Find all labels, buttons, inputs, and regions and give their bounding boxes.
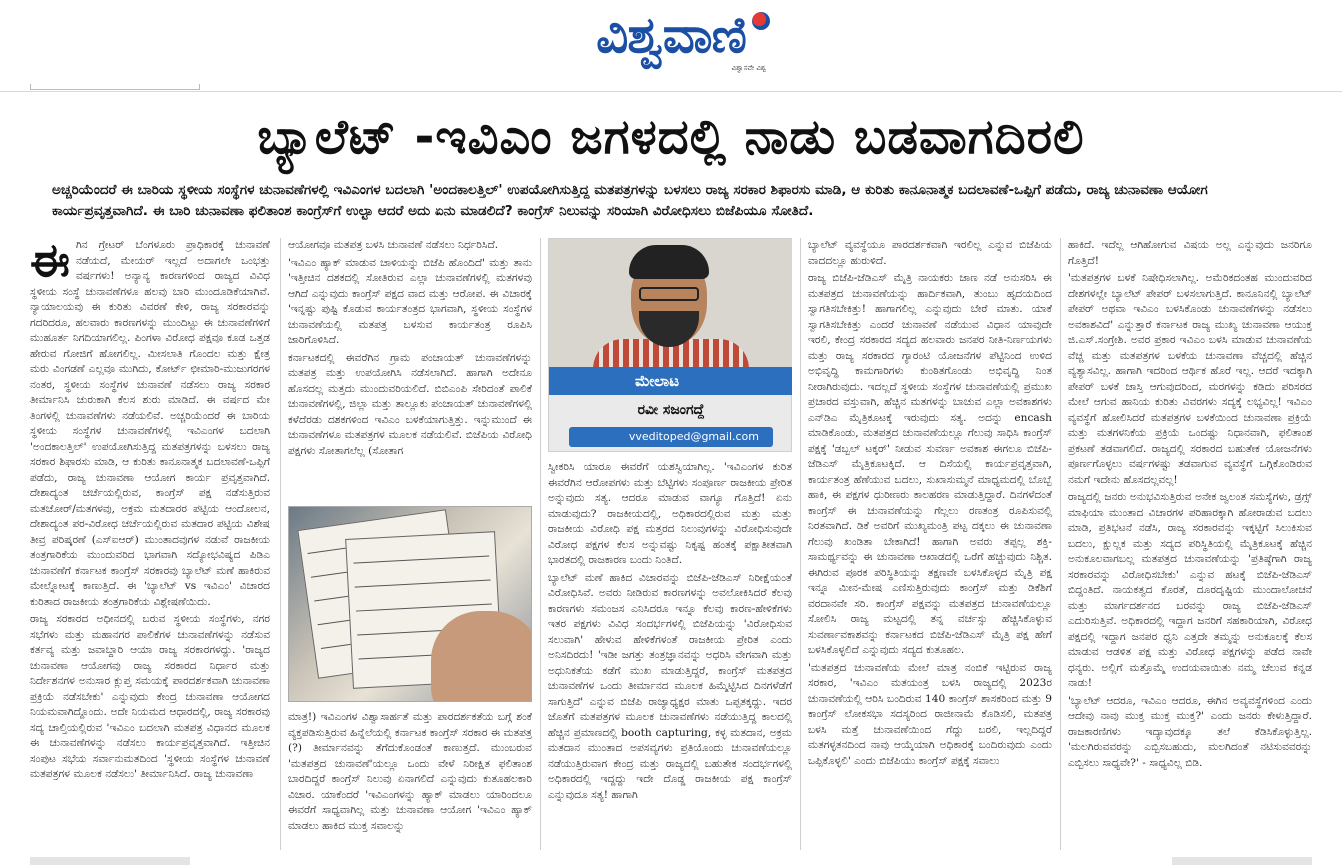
author-email-link[interactable]: vveditoped@gmail.com bbox=[569, 427, 773, 447]
article-paragraph bbox=[30, 238, 270, 610]
masthead bbox=[0, 0, 1342, 92]
article-paragraph: 'ಇವಿಎಂ ಹ್ಯಾಕ್ ಮಾಡುವ ಚಾಳಿಯನ್ನು ಬಿಜೆಪಿ ಹೊಂದಿದೆ' ಮತ್ತು ತಾನು 'ಇತ್ತೀಚಿನ ದಶಕದಲ್ಲಿ ಸೋತಿರುವ ಎಲ್ಲಾ ಚುನಾವಣೆಗಳಲ್ಲಿ ಮತಗಳವು ಆಗಿದೆ ಎನ್ನುವುದು ಕಾಂಗ್ರೆಸ್ ಪಕ್ಷದ ವಾದ ಮತ್ತು ಆರೋಪ. ಈ ವಿಚಾರಕ್ಕೆ 'ಇನ್ನಷ್ಟು ಪುಷ್ಟಿ ಕೊಡುವ ಕಾರ್ಯತಂತ್ರದ ಭಾಗವಾಗಿ, ಸ್ಥಳೀಯ ಸಂಸ್ಥೆಗಳ ಚುನಾವಣೆಯಲ್ಲಿ ಮತಪತ್ರ ಬಳಸುವ ಕಾರ್ಯತಂತ್ರ ರೂಪಿಸಿ ಜಾರಿಗೊಳಿಸಿದೆ. bbox=[288, 256, 532, 346]
article-paragraph: ರಾಜ್ಯದಲ್ಲಿ ಜನರು ಅನುಭವಿಸುತ್ತಿರುವ ಅನೇಕ ಜ್ವಲಂತ ಸಮಸ್ಯೆಗಳು, ಡ್ರಗ್ಸ್ ಮಾಫಿಯಾ ಮುಂತಾದ ವಿಚಾರಗಳ ಪರಿಹಾರಕ್ಕಾಗಿ ಹೋರಾಡುವ ಬದಲು ಮಾಡಿ, ಪ್ರತಿಭಟನೆ ನಡೆಸಿ, ರಾಜ್ಯ ಸರಕಾರವನ್ನು ಇಕ್ಕಟ್ಟಿಗೆ ಸಿಲುಕಿಸುವ ಬದಲು, ಕ್ಷುಲ್ಲಕ ಮತ್ತು ಸದ್ಯದ ಪರಿಸ್ಥಿತಿಯಲ್ಲಿ ಮೈತ್ರಿಕೂಟಕ್ಕೆ ಹೆಚ್ಚಿನ ಅನುಕೂಲವಾಗಬಲ್ಲ ಮತಪತ್ರದ ಚುನಾವಣೆಯನ್ನು 'ಪ್ರತಿಷ್ಠೆಗಾಗಿ ರಾಜ್ಯ ಸರಕಾರವನ್ನು ವಿರೋಧಿಸಬೇಕು' ಎನ್ನುವ ಹಟಕ್ಕೆ ಬಿಜೆಪಿ-ಜೆಡಿಎಸ್ ಬಿದ್ದಂತಿದೆ. ನಾಯಕತ್ವದ ಕೊರತೆ, ದೂರದೃಷ್ಟಿಯ ಮುಂದಾಲೋಚನೆ ಮತ್ತು ಮಾರ್ಗದರ್ಶನದ ಬರವನ್ನು ರಾಜ್ಯ ಬಿಜೆಪಿ-ಜೆಡಿಎಸ್ ಎದುರಿಸುತ್ತಿವೆ. ಅಧಿಕಾರದಲ್ಲಿ ಇದ್ದಾಗ ಜನರಿಗೆ ಸಹಕಾರಿಯಾಗಿ, ವಿರೋಧ ಪಕ್ಷದಲ್ಲಿ ಇದ್ದಾಗ ಜನಪರ ಧ್ವನಿ ಎತ್ತದೇ ತಮ್ಮನ್ನು ಅನುಕೂಲಕ್ಕೆ ಕೆಲಸ ಮಾಡುವ ಆಡಳಿತ ಪಕ್ಷ ಮತ್ತು ವಿರೋಧ ಪಕ್ಷಗಳನ್ನು ಪಡೆದ ನಾವೇ ಧನ್ಯರು. ಅಲ್ಲಿಗೆ ಮತ್ತೊಮ್ಮೆ ಉದಯವಾಯಿತು ನಮ್ಮ ಚೆಲುವ ಕನ್ನಡ ನಾಡು! bbox=[1068, 491, 1312, 689]
column-text-top bbox=[288, 238, 532, 500]
article-paragraph: 'ಬ್ಯಾಲೆಟ್ ಆದರೂ, ಇವಿಎಂ ಆದರೂ, ಈಗಿನ ಅವ್ಯವಸ್ಥೆಗಳಿಂದ ಎಂದು ಆದೇವು ನಾವು ಮುಕ್ತ ಮುಕ್ತ ಮುಕ್ತ?' ಎಂದು ಜನರು ಕೇಳುತ್ತಿದ್ದಾರೆ. ರಾಜಕಾರಣಿಗಳು ಇದ್ಯಾವುದಕ್ಕೂ ತಲೆ ಕೆಡಿಸಿಕೊಳ್ಳುತ್ತಿಲ್ಲ. 'ಮಲಗಿರುವವರನ್ನು ಎಬ್ಬಿಸಬಹುದು, ಮಲಗಿದಂತೆ ನಟಿಸುವವರನ್ನು ಎಬ್ಬಿಸಲು ಸಾಧ್ಯವೇ?' - ಸಾಧ್ಯವಿಲ್ಲ ಬಿಡಿ. bbox=[1068, 694, 1312, 769]
logo-globe-icon bbox=[752, 12, 770, 30]
article-paragraph: ರಾಜ್ಯ ಬಿಜೆಪಿ-ಜೆಡಿಎಸ್ ಮೈತ್ರಿ ನಾಯಕರು ಜಾಣ ನಡೆ ಅನುಸರಿಸಿ ಈ ಮತಪತ್ರದ ಚುನಾವಣೆಯನ್ನು ಹಾರ್ದಿಕವಾಗಿ, ತುಂಬು ಹೃದಯದಿಂದ ಸ್ವಾಗತಿಸಬೇಕಿತ್ತು! ಹಾಗಾಗಲಿಲ್ಲ ಎನ್ನುವುದು ಬೇರೆ ಮಾತು. ಯಾಕೆ ಸ್ವಾಗತಿಸಬೇಕಿತ್ತು ಎಂದರೆ ಚುನಾವಣೆ ನಡೆಯುವ ವಿಧಾನ ಯಾವುದೇ ಇರಲಿ, ಕೇಂದ್ರ ಸರಕಾರದ ಸದ್ಯದ ಹಲವಾರು ಜನಪರ ನೀತಿ-ನಿರ್ಣಯಗಳು ಮತ್ತು ರಾಜ್ಯ ಸರಕಾರದ ಗ್ಯಾರಂಟಿ ಯೋಜನೆಗಳ ಪೆಟ್ಟಿನಿಂದ ಉಳಿದ ಅಭಿವೃದ್ಧಿ ಕಾಮಗಾರಿಗಳು ಕುಂಠಿತಗೊಂಡು ಅಭಿವೃದ್ಧಿ ನಿಂತ ನೀರಾಗಿರುವುದು. ಇದಲ್ಲದೆ ಸ್ಥಳೀಯ ಸಂಸ್ಥೆಗಳ ಚುನಾವಣೆಯಲ್ಲಿ ಪ್ರಮುಖ ಪ್ರಚಾರದ ವಸ್ತುವಾಗಿ, ಹೆಚ್ಚಿನ ಮತಗಳನ್ನು ಬಾಚುವ ಎಲ್ಲಾ ಅವಕಾಶಗಳು ಎನ್‌ಡಿಎ ಮೈತ್ರಿಕೂಟಕ್ಕೆ ಇರುವುದು ಸತ್ಯ. ಅದನ್ನು encash ಮಾಡಿಕೊಂಡು, ಮತಪತ್ರದ ಚುನಾವಣೆಯಲ್ಲೂ ಗೆಲುವು ಸಾಧಿಸಿ ಕಾಂಗ್ರೆಸ್ ಪಕ್ಷಕ್ಕೆ 'ಡಬ್ಬಲ್ ಟಕ್ಕರ್' ನೀಡುವ ಸುವರ್ಣ ಅವಕಾಶ ಈಗಲೂ ಬಿಜೆಪಿ-ಜೆಡಿಎಸ್ ಮೈತ್ರಿಕೂಟಕ್ಕಿದೆ. ಆ ದಿಸೆಯಲ್ಲಿ ಕಾರ್ಯಪ್ರವೃತ್ತವಾಗಿ, ಕಾರ್ಯತಂತ್ರ ಹೆಣೆಯುವ ಬದಲು, ಸುಖಾಸುಮ್ಮನೆ ಮಾಧ್ಯಮದಲ್ಲಿ ಬೊಬ್ಬೆ ಹಾಕಿ, ಈ ಪಕ್ಷಗಳ ಧುರೀಣರು ಕಾಲಹರಣ ಮಾಡುತ್ತಿದ್ದಾರೆ. ದಿನಗಳೆದಂತೆ ಕಾಂಗ್ರೆಸ್ ಈ ಚುನಾವಣೆಯನ್ನು ಗೆಲ್ಲಲು ರಣತಂತ್ರ ರೂಪಿಸುವಲ್ಲಿ ನಿರತವಾಗಿದೆ. ಡಿಕೆ ಅವರಿಗೆ ಮುಖ್ಯಮಂತ್ರಿ ಪಟ್ಟ ದಕ್ಕಲು ಈ ಚುನಾವಣಾ ಗೆಲುವು ಖಂಡಿತಾ ಬೇಕಾಗಿದೆ! ಹಾಗಾಗಿ ಅವರು ತಪ್ಪಲ್ಲ ಶಕ್ತಿ-ಸಾಮರ್ಥ್ಯವನ್ನು ಈ ಚುನಾವಣಾ ಆಖಾಡದಲ್ಲಿ ಒರೆಗೆ ಹಚ್ಚುವುದು ನಿಶ್ಚಿತ. ಈಗಿರುವ ಪೂರಕ ಪರಿಸ್ಥಿತಿಯನ್ನು ತಕ್ಷಣವೇ ಬಳಸಿಕೊಳ್ಳದ ಮೈತ್ರಿ ಪಕ್ಷ ಇನ್ನೂ ಮೀನ-ಮೇಷ ಎಣಿಸುತ್ತಿರುವುದು ಕಾಂಗ್ರೆಸ್ ಮತ್ತು ಡಿಕೆಶಿಗೆ ವರದಾನವೇ ಸರಿ. ಕಾಂಗ್ರೆಸ್ ಪಕ್ಷವನ್ನು ಮತಪತ್ರದ ಚುನಾವಣೆಯಲ್ಲೂ ಸೋಲಿಸಿ ರಾಜ್ಯ ಮಟ್ಟದಲ್ಲಿ ತನ್ನ ವರ್ಚಸ್ಸು ಹೆಚ್ಚಿಸಿಕೊಳ್ಳುವ ಸುವರ್ಣಾವಕಾಶವನ್ನು ಕರ್ನಾಟಕದ ಬಿಜೆಪಿ-ಜೆಡಿಎಸ್ ಮೈತ್ರಿ ಪಕ್ಷ ಹೇಗೆ ಬಳಸಿಕೊಳ್ಳಲಿದೆ ಎನ್ನುವುದು ಸದ್ಯದ ಕುತೂಹಲ. bbox=[808, 272, 1052, 656]
article-column-4 bbox=[808, 238, 1052, 850]
column-divider bbox=[280, 238, 281, 850]
ballot-paper-photo bbox=[288, 506, 532, 702]
author-name: ರವೀ ಸಜಂಗದ್ದೆ bbox=[637, 402, 705, 418]
masthead-divider bbox=[30, 84, 200, 90]
article-paragraph: ಮಾತ್ರ!) ಇವಿಎಂಗಳ ವಿಶ್ವಾಸಾರ್ಹತೆ ಮತ್ತು ಪಾರದರ್ಶಕತೆಯ ಬಗ್ಗೆ ಶಂಕೆ ವ್ಯಕ್ತಪಡಿಸುತ್ತಿರುವ ಹಿನ್ನೆಲೆಯಲ್ಲಿ ಕರ್ನಾಟಕ ಕಾಂಗ್ರೆಸ್ ಸರಕಾರ ಈ ಮತಪತ್ರ (?) ತೀರ್ಮಾನವನ್ನು ತೆಗೆದುಕೊಂಡಂತೆ ಕಾಣುತ್ತದೆ. ಮುಂಬರುವ 'ಮತಪತ್ರದ ಚುನಾವಣೆ'ಯಲ್ಲೂ ಒಂದು ವೇಳೆ ನಿರೀಕ್ಷಿತ ಫಲಿತಾಂಶ ಬಾರದಿದ್ದರೆ ಕಾಂಗ್ರೆಸ್ ನಿಲುವು ಏನಾಗಲಿದೆ ಎನ್ನುವುದು ಕುತೂಹಲಕಾರಿ ವಿಚಾರ. ಯಾಕೆಂದರೆ 'ಇವಿಎಂಗಳನ್ನು ಹ್ಯಾಕ್ ಮಾಡಲು ಯಾರಿಂದಲೂ ಈವರೆಗೆ ಸಾಧ್ಯವಾಗಿಲ್ಲ ಮತ್ತು ಚುನಾವಣಾ ಆಯೋಗ 'ಇವಿಎಂ ಹ್ಯಾಕ್ ಮಾಡಲು ಹಾಕಿದ ಮುಕ್ತ ಸವಾಲನ್ನು bbox=[288, 711, 532, 832]
footer-bar bbox=[1172, 857, 1312, 865]
column-divider bbox=[1060, 238, 1061, 850]
logo-tagline: ವಿಶ್ವಾಸವೇ ವಿಶ್ವ bbox=[731, 64, 766, 72]
article-column-5 bbox=[1068, 238, 1312, 850]
page-footer bbox=[0, 855, 1342, 865]
article-paragraph: ಸ್ವೀಕರಿಸಿ ಯಾರೂ ಈವರೆಗೆ ಯಶಸ್ವಿಯಾಗಿಲ್ಲ. 'ಇವಿಎಂಗಳ ಕುರಿತ ಈವರೆಗಿನ ಆರೋಪಗಳು ಮತ್ತು ಬೆಟ್ಟಿಗಳು ಸಂಪೂರ್ಣ ರಾಜಕೀಯ ಪ್ರೇರಿತ ಅನ್ನುವುದು ಸತ್ಯ. ಆದರೂ ಮಾಡುವ ವಾಗ್ಯೂ ಗೊತ್ತಿದೆ! ಏನು ಮಾಡುವುದು? ರಾಜಕೀಯದಲ್ಲಿ, ಅಧಿಕಾರದಲ್ಲಿರುವ ಮತ್ತು ಮತ್ತು ರಾಜಕೀಯ ವಿರೋಧಿ ಪಕ್ಷ ಮತ್ತರದ ನಿಲುವುಗಳನ್ನು ವಿರೋಧಿಸುವುದೇ ವಿರೋಧ ಪಕ್ಷಗಳ ಕೆಲಸ ಅನ್ನುವಷ್ಟು ನಿಕೃಷ್ಟ ಹಂತಕ್ಕೆ ಪಕ್ಷಾತೀತವಾಗಿ ಭಾರತದಲ್ಲಿ ರಾಜಕಾರಣ ಬಂದು ನಿಂತಿದೆ. bbox=[548, 461, 792, 566]
article-paragraph: ಕರ್ನಾಟಕದಲ್ಲಿ ಈವರೆಗಿನ ಗ್ರಾಮ ಪಂಚಾಯತ್ ಚುನಾವಣೆಗಳನ್ನು ಮತಪತ್ರ ಮತ್ತು ಉಪಯೋಗಿಸಿ ನಡೆಸಲಾಗಿದೆ. ಹಾಗಾಗಿ ಅದೇನೂ ಹೊಸದಲ್ಲ ಮತ್ತದು ಮುಂದುವರಿಯಲಿದೆ. ಬಿಬಿಎಂಪಿ ಸೇರಿದಂತೆ ಪಾಲಿಕೆ ಚುನಾವಣೆಗಳಲ್ಲಿ, ಜಿಲ್ಲಾ ಮತ್ತು ತಾಲ್ಲೂಕು ಪಂಚಾಯತ್ ಚುನಾವಣೆಗಳಲ್ಲಿ ಕಳೆದೆರಡು ದಶಕಗಳಿಂದ ಇವಿಎಂ ಬಳಕೆಯಾಗುತ್ತಿತ್ತು. ಇನ್ನುಮುಂದೆ ಈ ಚುನಾವಣೆಗಳೂ ಮತಪತ್ರಗಳ ಮೂಲಕ ನಡೆಯಲಿವೆ. ಬಿಜೆಪಿಯ ವಿರೋಧಿ ಪಕ್ಷಗಳು ಸೋತಾಗಲೆಲ್ಲ (ಸೋತಾಗ bbox=[288, 351, 532, 457]
author-profile-box bbox=[548, 238, 792, 452]
author-photo bbox=[549, 239, 792, 367]
article-headline: ಬ್ಯಾಲೆಟ್ -ಇವಿಎಂ ಜಗಳದಲ್ಲಿ ನಾಡು ಬಡವಾಗದಿರಲಿ bbox=[257, 109, 1085, 165]
logo-text: ವಿಶ್ವವಾಣಿ bbox=[596, 6, 746, 64]
article-paragraph: ಹಾಕಿದೆ. ಇದೆಲ್ಲ ಆಗಿಹೋಗುವ ವಿಷಯ ಅಲ್ಲ ಎನ್ನುವುದು ಜನರಿಗೂ ಗೊತ್ತಿದೆ! bbox=[1068, 239, 1312, 267]
article-paragraph: ಬ್ಯಾಲೆಟ್ ಮಣೆ ಹಾಕಿದ ವಿಚಾರವನ್ನು ಬಿಜೆಪಿ-ಜೆಡಿಎಸ್ ನಿರೀಕ್ಷೆಯಂತೆ ವಿರೋಧಿಸಿವೆ. ಅವರು ನೀಡಿರುವ ಕಾರಣಗಳನ್ನು ಅವಲೋಕಿಸಿದರೆ ಕೆಲವು ಕಾರಣಗಳು ಸಮಂಜಸ ಎನಿಸಿದರೂ ಇನ್ನೂ ಕೆಲವು ಕಾರಣ-ಹೇಳಿಕೆಗಳು ಇತರ ಪಕ್ಷಗಳು ವಿವಿಧ ಸಂದರ್ಭಗಳಲ್ಲಿ ಬಿಜೆಪಿಯನ್ನು 'ವಿರೋಧಿಸುವ ಸಲುವಾಗಿ' ಹೇಳುವ ಹೇಳಿಕೆಗಳಂತೆ ರಾಜಕೀಯ ಪ್ರೇರಿತ ಎಂದು ಅನಿಸದಿರದು! 'ಇಡೀ ಜಗತ್ತು ತಂತ್ರಜ್ಞಾನವನ್ನು ಅಧರಿಸಿ ವೇಗವಾಗಿ ಮತ್ತು ಅಧುನಿಕತೆಯ ಕಡೆಗೆ ಮುಖ ಮಾಡುತ್ತಿದ್ದರೆ, ಕಾಂಗ್ರೆಸ್ ಮತಪತ್ರದ ಚುನಾವಣೆಗಳ ಒಂದು ತೀರ್ಮಾನದ ಮೂಲಕ ಹಿಮ್ಮೆಟ್ಟಿಸಿದ ದಿನಗಳೆಡೆಗೆ ಸಾಗುತ್ತಿದೆ' ಎನ್ನುವ ಬಿಜೆಪಿ ರಾಜ್ಯಾಧ್ಯಕ್ಷರ ಮಾತು ಒಪ್ಪತಕ್ಕದ್ದು. ಇದರ ಜೊತೆಗೆ ಮತಪತ್ರಗಳ ಮೂಲಕ ಚುನಾವಣೆಗಳು ನಡೆಯುತ್ತಿದ್ದ ಕಾಲದಲ್ಲಿ ಹೆಚ್ಚಿನ ಪ್ರಮಾಣದಲ್ಲಿ booth capturing, ಕಳ್ಳ ಮತದಾನ, ಅಕ್ರಮ ಮತದಾನ ಮುಂತಾದ ಅಪಸವ್ಯಗಳು ಪ್ರತಿಯೊಂದು ಚುನಾವಣೆಯಲ್ಲೂ ನಡೆಯುತ್ತಿರುವಾಗ ಕೇಂದ್ರ ಮತ್ತು ರಾಜ್ಯದಲ್ಲಿ ಬಹುತೇಕ ಸಂದರ್ಭಗಳಲ್ಲಿ ಅಧಿಕಾರದಲ್ಲಿ ಇದ್ದದ್ದು ಇದೇ ದೊಡ್ಡ ರಾಜಕೀಯ ಪಕ್ಷ ಕಾಂಗ್ರೆಸ್ ಎನ್ನುವುದೂ ಸತ್ಯ! ಹಾಗಾಗಿ bbox=[548, 571, 792, 801]
article-deck: ಅಚ್ಚರಿಯೆಂದರೆ ಈ ಬಾರಿಯ ಸ್ಥಳೀಯ ಸಂಸ್ಥೆಗಳ ಚುನಾವಣೆಗಳಲ್ಲಿ ಇವಿಎಂಗಳ ಬದಲಾಗಿ 'ಅಂದಕಾಲತ್ತಿಲ್' ಉಪಯೋಗಿಸುತ್ತಿದ್ದ ಮತಪತ್ರಗಳನ್ನು ಬಳಸಲು ರಾಜ್ಯ ಸರಕಾರ ಶಿಫಾರಸು ಮಾಡಿ, ಆ ಕುರಿತು ಕಾನೂನಾತ್ಮಕ ಬದಲಾವಣೆ-ಒಪ್ಪಿಗೆ ಪಡೆದು, ರಾಜ್ಯ ಚುನಾವಣಾ ಆಯೋಗ ಕಾರ್ಯಪ್ರವೃತ್ತವಾಗಿದೆ. ಈ ಬಾರಿ ಚುನಾವಣಾ ಫಲಿತಾಂಶ ಕಾಂಗ್ರೆಸ್‌ಗೆ ಉಲ್ಟಾ ಆದರೆ ಅದು ಏನು ಮಾಡಲಿದೆ? ಕಾಂಗ್ರೆಸ್ ನಿಲುವನ್ನು ಸರಿಯಾಗಿ ವಿರೋಧಿಸಲು ಬಿಜೆಪಿಯೂ ಸೋತಿದೆ. bbox=[52, 182, 1208, 219]
article-paragraph: ರಾಜ್ಯ ಸರಕಾರದ ಅಧೀನದಲ್ಲಿ ಬರುವ ಸ್ಥಳೀಯ ಸಂಸ್ಥೆಗಳು, ನಗರ ಸಭೆಗಳು ಮತ್ತು ಮಹಾನಗರ ಪಾಲಿಕೆಗಳ ಚುನಾವಣೆಗಳನ್ನು ನಡೆಸುವ ಕರ್ತವ್ಯ ಮತ್ತು ಜವಾಬ್ದಾರಿ ಆಯಾ ರಾಜ್ಯ ಸರಕಾರಗಳದ್ದು. 'ರಾಜ್ಯದ ಚುನಾವಣಾ ಆಯೋಗವು ರಾಜ್ಯ ಸರಕಾರದ ನಿರ್ಧಾರ ಮತ್ತು ನಿರ್ದೇಶನಗಳ ಅನುಸಾರ ಕ್ಲುಪ್ತ ಸಮಯಕ್ಕೆ ಪಾರದರ್ಶಕವಾಗಿ ಚುನಾವಣಾ ಪ್ರಕ್ರಿಯೆ ನಡೆಸಬೇಕು' ಎನ್ನುವುದು ಕೇಂದ್ರ ಚುನಾವಣಾ ಆಯೋಗದ ನಿಯಮವಾಗಿದ್ದೊಂದು. ಅದೇ ನಿಯಮದ ಆಧಾರದಲ್ಲಿ, ರಾಜ್ಯ ಸರಕಾರವು ಸದ್ಯ ಚಾಲ್ತಿಯಲ್ಲಿರುವ 'ಇವಿಎಂ ಬದಲಾಗಿ ಮತಪತ್ರ ವಿಧಾನದ ಮೂಲಕ ಈ ಚುನಾವಣೆಗಳನ್ನು ನಡೆಸಲು ಕಾರ್ಯಪ್ರವೃತ್ತವಾಗಿದೆ. ಇತ್ತೀಚಿನ ಸಂಪುಟ ಸಭೆಯ ಸರ್ವಾನುಮತದಿಂದ 'ಸ್ಥಳೀಯ ಸಂಸ್ಥೆಗಳ ಚುನಾವಣೆ ಮತಪತ್ರಗಳ ಮೂಲಕ ನಡೆಸಲು' ತೀರ್ಮಾನಿಸಿದೆ. ರಾಜ್ಯ ಚುನಾವಣಾ bbox=[30, 613, 270, 780]
column-divider bbox=[800, 238, 801, 850]
article-paragraph: 'ಮತಪತ್ರಗಳ ಬಳಕೆ ನಿಷೇಧಿಸಲಾಗಿಲ್ಲ. ಅಮೆರಿಕದಂತಹ ಮುಂದುವರಿದ ದೇಶಗಳಲ್ಲೇ ಬ್ಯಾಲೆಟ್ ಪೇಪರ್ ಬಳಸಲಾಗುತ್ತಿದೆ. ಕಾನೂನಿನಲ್ಲಿ ಬ್ಯಾಲೆಟ್ ಪೇಪರ್ ಅಥವಾ ಇವಿಎಂ ಬಳಸಿಕೊಂಡು ಚುನಾವಣೆಗಳನ್ನು ನಡೆಸಲು ಅವಕಾಶವಿದೆ' ಎನ್ನುತ್ತಾರೆ ಕರ್ನಾಟಕ ರಾಜ್ಯ ಮುಖ್ಯ ಚುನಾವಣಾ ಆಯುಕ್ತ ಜಿ.ಎಸ್.ಸಂಗ್ರೇಶಿ. ಅವರ ಪ್ರಕಾರ ಇವಿಎಂ ಬಳಸಿ ಮಾಡುವ ಚುನಾವಣೆಯ ವೆಚ್ಚ ಮತ್ತು ಮತಪತ್ರಗಳ ಬಳಕೆಯ ಚುನಾವಣಾ ವೆಚ್ಚದಲ್ಲಿ ಹೆಚ್ಚಿನ ವ್ಯತ್ಯಾಸವಿಲ್ಲ. ಹಾಗಾಗಿ ಇದರಿಂದ ಆರ್ಥಿಕ ಹೊರೆ ಇಲ್ಲ. ಆದರೆ ಇದಕ್ಕಾಗಿ ಪೇಪರ್ ಬಳಕೆ ಜಾಸ್ತಿ ಆಗುವುದರಿಂದ, ಮರಗಳನ್ನು ಕಡಿದು ಪರಿಸರದ ಮೇಲೆ ಆಗುವ ಹಾನಿಯ ಕುರಿತು ವಿವರಗಳು ಸದ್ಯಕ್ಕೆ ಲಭ್ಯವಿಲ್ಲ! ಇವಿಎಂ ವ್ಯವಸ್ಥೆಗೆ ಹೋಲಿಸಿದರೆ ಮತಪತ್ರಗಳ ಬಳಕೆಯಿಂದ ಚುನಾವಣಾ ಪ್ರಕ್ರಿಯೆ ಮತ್ತು ಮತಗಳನಿಕೆಯ ಪ್ರಕ್ರಿಯೆ ಒಂದಷ್ಟು ನಿಧಾನವಾಗಿ, ಫಲಿತಾಂಶ ಪ್ರಕಟಣೆ ತಡವಾಗಲಿದೆ. ರಾಜ್ಯದಲ್ಲಿ ಸರಕಾರದ ಬಹುತೇಕ ಯೋಜನೆಗಳು ಪೂರ್ಣಗೊಳ್ಳಲು ವರ್ಷಗಳಷ್ಟು ತಡವಾಗುವ ವ್ಯವಸ್ಥೆಗೆ ಒಗ್ಗಿಕೊಂಡಿರುವ ನಮಗೆ ಇದೇನು ಹೊಸದಲ್ಲವಲ್ಲ! bbox=[1068, 272, 1312, 486]
footer-bar bbox=[30, 857, 190, 865]
article-paragraph: ಬ್ಯಾಲೆಟ್ ವ್ಯವಸ್ಥೆಯೂ ಪಾರದರ್ಶಕವಾಗಿ ಇರಲಿಲ್ಲ ಎನ್ನುವ ಬಿಜೆಪಿಯ ವಾದದಲ್ಲೂ ಹುರುಳಿದೆ. bbox=[808, 239, 1052, 267]
article-column-3 bbox=[548, 238, 792, 850]
column-divider bbox=[540, 238, 541, 850]
article-paragraph: 'ಮತಪತ್ರದ ಚುನಾವಣೆಯ ಮೇಲೆ ಮಾತ್ರ ನಂಬಿಕೆ ಇಟ್ಟಿರುವ ರಾಜ್ಯ ಸರಕಾರ, 'ಇವಿಎಂ ಮತಯಂತ್ರ ಬಳಸಿ ರಾಜ್ಯದಲ್ಲಿ 2023ರ ಚುನಾವಣೆಯಲ್ಲಿ ಆರಿಸಿ ಬಂದಿರುವ 140 ಕಾಂಗ್ರೆಸ್ ಶಾಸಕರಿಂದ ಮತ್ತು 9 ಕಾಂಗ್ರೆಸ್ ಲೋಕಸಭಾ ಸದಸ್ಯರಿಂದ ರಾಜೀನಾಮೆ ಕೊಡಿಸಲಿ, ಮತಪತ್ರ ಬಳಸಿ ಮತ್ತೆ ಚುನಾವಣೆಯಿಂದ ಗೆದ್ದು ಬರಲಿ, ಇಲ್ಲದಿದ್ದರೆ ಮತಗಳ್ಳತನದಿಂದ ನಾವು ಆಯ್ಕೆಯಾಗಿ ಅಧಿಕಾರಕ್ಕೆ ಬಂದಿರುವುದು ಎಂದು ಒಪ್ಪಿಕೊಳ್ಳಲಿ' ಎಂದು ಬಿಜೆಪಿಯು ಕಾಂಗ್ರೆಸ್ ಪಕ್ಷಕ್ಕೆ ಸವಾಲು bbox=[808, 661, 1052, 767]
hand-icon bbox=[431, 611, 532, 702]
column-name: ಮೇಲಾಟ bbox=[549, 367, 792, 395]
article-column-1 bbox=[30, 238, 270, 850]
drop-cap: ಈ bbox=[30, 238, 70, 287]
article-column-2 bbox=[288, 238, 532, 850]
article-paragraph: ಆಯೋಗವೂ ಮತಪತ್ರ ಬಳಸಿ ಚುನಾವಣೆ ನಡೆಸಲು ನಿರ್ಧರಿಸಿದೆ. bbox=[288, 239, 499, 251]
newspaper-logo[interactable] bbox=[566, 4, 776, 80]
paragraph-text: ಗಿನ ಗ್ರೇಟರ್ ಬೆಂಗಳೂರು ಪ್ರಾಧಿಕಾರಕ್ಕೆ ಚುನಾವಣೆ ನಡೆಯದೆ, ಮೇಯರ್ ಇಲ್ಲದೆ ಅದಾಗಲೇ ಒಂಭತ್ತು ವರ್ಷಗಳು! ಅನ್ಯಾನ್ಯ ಕಾರಣಗಳಿಂದ ರಾಜ್ಯದ ವಿವಿಧ ಸ್ಥಳೀಯ ಸಂಸ್ಥೆ ಚುನಾವಣೆಗಳೂ ಹಲವು ಬಾರಿ ಮುಂದೂಡಿಕೆಯಾಗಿವೆ. ನ್ಯಾಯಾಲಯವು ಈ ಕುರಿತು ವಿವರಣೆ ಕೇಳಿ, ರಾಜ್ಯ ಸರಕಾರವನ್ನು ಗದರಿದರೂ, ಹಲವಾರು ಕಾರಣಗಳನ್ನು ಮುಂದಿಟ್ಟು ಈ ಚುನಾವಣೆಗಳಿಗೆ ಮುಹೂರ್ತ ನಿಗದಿಯಾಗಲಿಲ್ಲ. ಪಿಂಗಳಾ ವಿರೋಧ ಪಕ್ಷವೂ ಕೂಡ ಒತ್ತಡ ಹೇರುವ ಗೋಜಿಗೆ ಹೋಗಲಿಲ್ಲ. ಮೀಸಲಾತಿ ಗೊಂದಲ ಮತ್ತು ಕ್ಷೇತ್ರ ಮರು ವಿಂಗಡಣೆ ಎಲ್ಲವೂ ಮುಗಿದು, ಕೋರ್ಟ್ ಛೀಮಾರಿ-ಮುಜುಗರಗಳ ನಂತರ, ಸ್ಥಳೀಯ ಸಂಸ್ಥೆಗಳ ಚುನಾವಣೆ ನಡೆಸಲು ರಾಜ್ಯ ಸರಕಾರ ತೀರ್ಮಾನಿಸಿ ಚುರುಕಾಗಿ ಕೆಲಸ ಶುರು ಮಾಡಿದೆ. ಈ ವರ್ಷದ ಮೇ ತಿಂಗಳಲ್ಲಿ ಚುನಾವಣೆಗಳು ನಡೆಯಲಿವೆ. ಅಚ್ಚರಿಯೆಂದರೆ ಈ ಬಾರಿಯ ಸ್ಥಳೀಯ ಸಂಸ್ಥೆಗಳ ಚುನಾವಣೆಗಳಲ್ಲಿ ಇವಿಎಂಗಳ ಬದಲಾಗಿ 'ಅಂದಕಾಲತ್ತಿಲ್' ಉಪಯೋಗಿಸುತ್ತಿದ್ದ ಮತಪತ್ರಗಳನ್ನು ಬಳಸಲು ರಾಜ್ಯ ಸರಕಾರ ಶಿಫಾರಸು ಮಾಡಿ, ಆ ಕುರಿತು ಕಾನೂನಾತ್ಮಕ ಬದಲಾವಣೆ-ಒಪ್ಪಿಗೆ ಪಡೆದು, ರಾಜ್ಯ ಚುನಾವಣಾ ಆಯೋಗ ಕಾರ್ಯ ಪ್ರವೃತ್ತವಾಗಿದೆ. ದೇಶಾದ್ಯಂತ ಚರ್ಚೆಯಲ್ಲಿರುವ, ಕಾಂಗ್ರೆಸ್ ಪಕ್ಷ ನಡೆಸುತ್ತಿರುವ ಮತಚೋರ್/ಮತಗಳವು, ಅಕ್ರಮ ಮತದಾರರ ಪಟ್ಟಿಯ ಆಂದೋಲನ, ದೇಶಾದ್ಯಂತ ಪರ-ವಿರೋಧ ಚರ್ಚೆಯಲ್ಲಿರುವ ಮತದಾರ ಪಟ್ಟಿಯ ವಿಶೇಷ ತೀವ್ರ ಪರಿಷ್ಕರಣೆ (ಎಸ್ಐಆರ್) ಮುಂತಾದವುಗಳ ನಡುವೆ ರಾಜಕೀಯ ತಂತ್ರಗಾರಿಕೆಯ ಮುಂದುವರಿದ ಭಾಗವಾಗಿ ಸದ್ಯೋಭವಿಷ್ಯದ ಪಿಡಿಎ ಚುನಾವಣೆಗೆ ಕರ್ನಾಟಕ ಕಾಂಗ್ರೆಸ್ ಸರಕಾರವು ಬ್ಯಾಲೆಟ್ ಮಣೆ ಹಾಕಿರುವ ಮೇಲ್ನೋಟಕ್ಕೆ ಕಾಣುತ್ತಿದೆ. ಈ 'ಬ್ಯಾಲೆಟ್ vs ಇವಿಎಂ' ವಿಚಾರದ ಕುರಿತಾದ ರಾಜಕೀಯ ತಂತ್ರಗಾರಿಕೆಯ ವಿಶ್ಲೇಷಣೆಯಿದು. bbox=[30, 239, 270, 608]
